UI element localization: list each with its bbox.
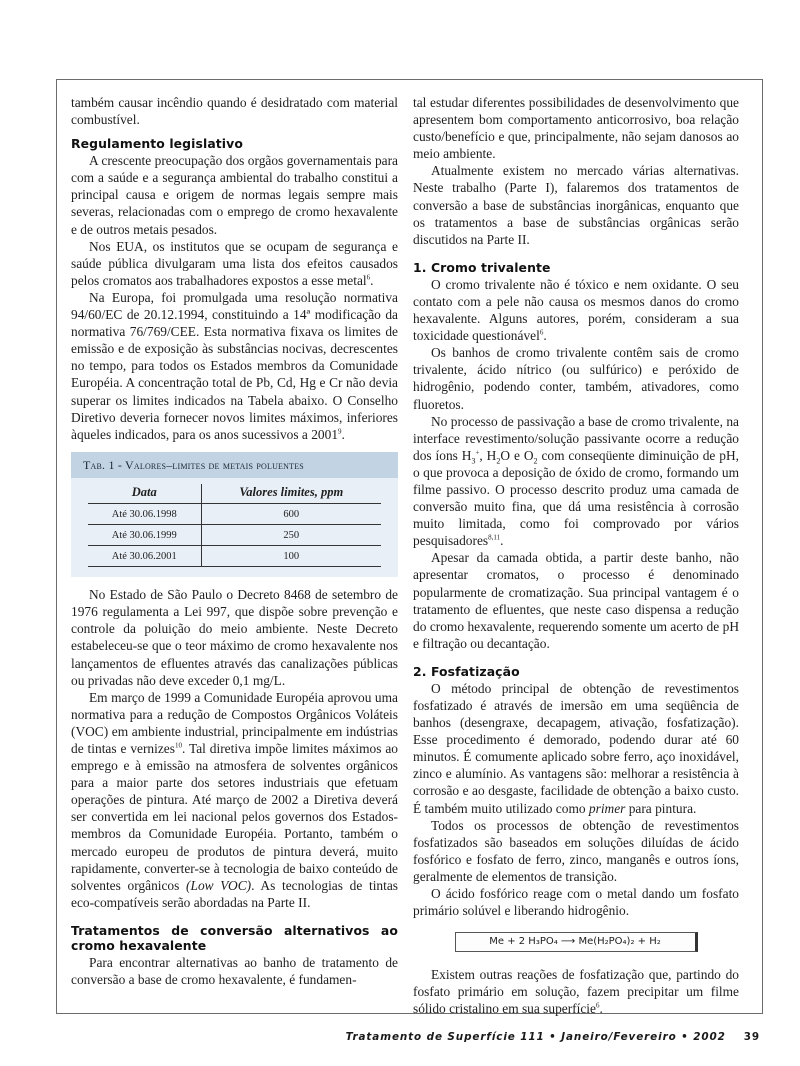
table-cell-date: Até 30.06.1998 (88, 503, 201, 524)
paragraph: Todos os processos de obtenção de revestimentos fosfatizados são baseados em soluções diluídas de ácido fosfórico e fosfato de ferro, zinco, manganês e outros íons, geralmente de elementos de transição. (413, 817, 739, 884)
reference-superscript: 6 (366, 273, 371, 282)
right-column (413, 94, 739, 1018)
paragraph: No processo de passivação a base de cromo trivalente, na interface revestimento/solução passivante ocorre a redução dos íons $H_3^+$, $H_2O$ e $O_2$ com conseqüente diminuição de pH, o que provoca a deposição de óxido de cromo, formando um filme passivo. O processo descrito produz uma camada de conversão muito fina, que dá uma resistência à corrosão muito limitada, como foi comprovado por vários pesquisadores$^{8,11}$. (413, 413, 739, 549)
table-row (88, 546, 381, 567)
table-title: Tab. 1 - Valores–limites de metais poluentes (71, 452, 398, 478)
section-heading-regulamento: Regulamento legislativo (71, 136, 243, 152)
section-heading-cromo-trivalente: 1. Cromo trivalente (413, 259, 551, 275)
paragraph: tal estudar diferentes possibilidades de desenvolvimento que apresentem bom comportamento anticorrosivo, boa relação custo/benefício e que, principalmente, não sejam danosos ao meio ambiente. (413, 95, 739, 162)
table-row (88, 503, 381, 524)
reference-superscript: 9 (338, 427, 342, 436)
table-header-date: Data (88, 484, 201, 504)
paragraph: O ácido fosfórico reage com o metal dando um fosfato primário solúvel e liberando hidrogênio. (413, 886, 739, 919)
page-footer (340, 1031, 760, 1043)
table-row (88, 524, 381, 545)
paragraph: Atualmente existem no mercado várias alternativas. Neste trabalho (Parte I), falaremos dos tratamentos de conversão a base de substâncias inorgânicas, enquanto que os tratamentos a base de substâncias orgânicas serão discutidos na Parte II. (413, 163, 739, 247)
reference-superscript: 6 (539, 328, 544, 337)
table-body (71, 478, 398, 577)
paragraph: Os banhos de cromo trivalente contêm sais de cromo trivalente, ácido nítrico (ou sulfúrico) e peróxido de hidrogênio, podendo conter, também, ativadores, como fluoretos. (413, 345, 739, 412)
table-cell-value: 600 (201, 503, 381, 524)
equation-wrapper (413, 932, 739, 952)
section-heading-fosfatizacao: 2. Fosfatização (413, 663, 520, 679)
table-cell-date: Até 30.06.2001 (88, 546, 201, 567)
table-header-limits: Valores limites, ppm (201, 484, 381, 504)
paragraph: A crescente preocupação dos orgãos governamentais para com a saúde e a segurança ambiental do trabalho constitui a principal causa e origem de normas legais sempre mais severas, relacionadas com o emprego de cromo hexavalente e de outros metais pesados. (71, 153, 398, 237)
paragraph: Para encontrar alternativas ao banho de tratamento de conversão a base de cromo hexavalente, é fundamen- (71, 954, 398, 988)
reference-superscript: 8,11 (488, 533, 501, 542)
section-heading-tratamentos: Tratamentos de conversão alternativos ao cromo hexavalente (71, 922, 398, 953)
paragraph: Existem outras reações de fosfatização que, partindo do fosfato primário em solução, fazem precipitar um filme sólido cristalino em sua superfície$^6$. (413, 967, 739, 1017)
reference-superscript: 10 (174, 741, 182, 750)
reference-superscript: 6 (595, 1001, 600, 1010)
paragraph: No Estado de São Paulo o Decreto 8468 de setembro de 1976 regulamenta a Lei 997, que dispõe sobre prevenção e controle da poluição do meio ambiente. Neste Decreto estabeleceu-se que o teor máximo de cromo hexavalente nos lançamentos de efluentes através das canalizações públicas ou privadas não deve exceder 0,1 mg/L. (71, 587, 398, 688)
paragraph: Nos EUA, os institutos que se ocupam de segurança e saúde pública divulgaram uma lista dos efeitos causados pelos cromatos aos trabalhadores expostos a esse metal$^6$. (71, 238, 398, 288)
paragraph: Na Europa, foi promulgada uma resolução normativa 94/60/EC de 20.12.1994, constituindo a 14ª modificação da normativa 76/769/CEE. Esta normativa fixava os limites de emissão e de exposição às substâncias nocivas, decrescentes no tempo, para todos os Estados membros da Comunidade Européia. A concentração total de Pb, Cd, Hg e Cr não devia superar os limites indicados na Tabela abaixo. O Conselho Diretivo deveria fornecer novos limites máximos, inferiores àqueles indicados, para os anos sucessivos a 2001$^9$. (71, 289, 398, 442)
chemical-equation: Me + 2 H₃PO₄ ⟶ Me(H₂PO₄)₂ + H₂ (455, 932, 698, 952)
paragraph: O método principal de obtenção de revestimentos fosfatizado é através de imersão em uma seqüência de banhos (desengraxe, decapagem, ativação, fosfatização). Esse procedimento é demorado, podendo durar até 60 minutos. É comumente aplicado sobre ferro, aço inoxidável, zinco e alumínio. As vantagens são: melhorar a resistência à corrosão e ao desgaste, facilidade de obtenção a baixo custo. É também muito utilizado como primer para pintura. (413, 680, 739, 816)
table-cell-value: 100 (201, 546, 381, 567)
table-cell-date: Até 30.06.1999 (88, 524, 201, 545)
table-cell-value: 250 (201, 524, 381, 545)
page-number: 39 (743, 1031, 760, 1043)
emphasis-primer: primer (588, 800, 626, 816)
paragraph: também causar incêndio quando é desidratado com material combustível. (71, 95, 398, 128)
paragraph: Em março de 1999 a Comunidade Européia aprovou uma normativa para a redução de Compostos Orgânicos Voláteis (VOC) em ambiente industrial, principalmente em indústrias de tintas e vernizes$^{10}$. Tal diretiva impõe limites máximos ao emprego e à emissão na atmosfera de solventes orgânicos para a maior parte dos setores industriais que efetuam operações de pintura. Até março de 2002 a Diretiva deverá ser convertida em lei nacional pelos governos dos Estados-membros da Comunidade Européia. Portanto, também o mercado europeu de produtos de pintura deverá, muito rapidamente, converter-se à tecnologia de baixo conteúdo de solventes orgânicos (Low VOC). As tecnologias de tintas eco-compatíveis serão abordadas na Parte II. (71, 689, 399, 910)
footer-text: Tratamento de Superfície 111 • Janeiro/Fevereiro • 2002 (345, 1031, 726, 1043)
emphasis-low-voc: (Low VOC) (186, 877, 252, 893)
left-column (71, 94, 398, 988)
limits-table (71, 452, 398, 577)
paragraph: O cromo trivalente não é tóxico e nem oxidante. O seu contato com a pele não causa os mesmos danos do cromo hexavalente. Alguns autores, porém, consideram a sua toxicidade questionável$^6$. (413, 276, 739, 344)
paragraph: Apesar da camada obtida, a partir deste banho, não apresentar cromatos, o processo é denominado popularmente de cromatização. Sua principal vantagem é o tratamento de efluentes, que neste caso dispensa a redução do cromo hexavalente, requerendo somente um acerto de pH e filtração ou decantação. (413, 550, 739, 651)
